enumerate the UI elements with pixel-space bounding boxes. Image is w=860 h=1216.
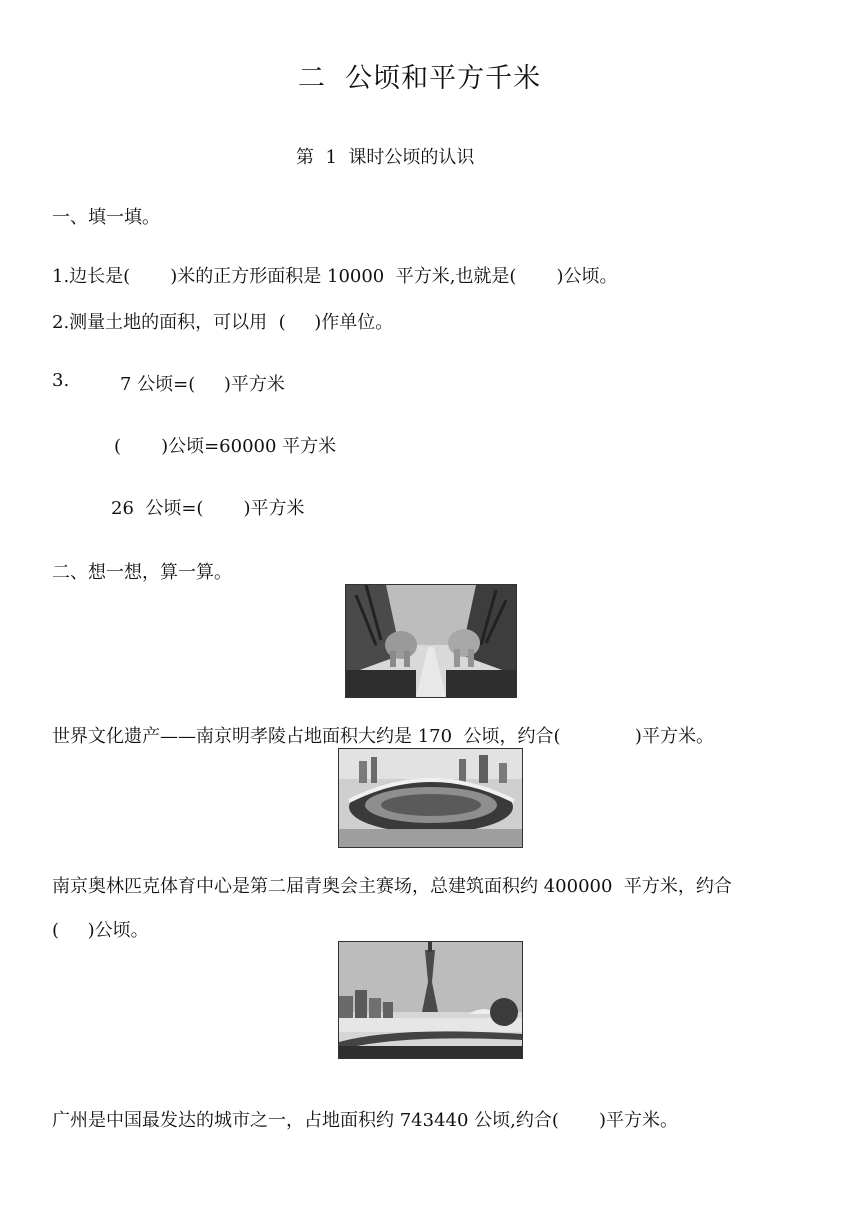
guangzhou-tower-photo: [338, 941, 523, 1059]
paragraph-ming-xiaoling: 世界文化遗产——南京明孝陵占地面积大约是 170 公顷，约合( )平方米。: [52, 726, 714, 747]
paragraph-guangzhou: 广州是中国最发达的城市之一，占地面积约 743440 公顷,约合( )平方米。: [52, 1110, 678, 1131]
olympic-center-photo: [338, 748, 523, 848]
question-3c: 26 公顷=( )平方米: [111, 498, 305, 519]
page-title: 二 公顷和平方千米: [298, 63, 542, 94]
question-3-label: 3.: [52, 370, 70, 391]
paragraph-olympic-line2: ( )公顷。: [52, 920, 149, 941]
ming-xiaoling-photo: [345, 584, 517, 698]
question-1: 1.边长是( )米的正方形面积是 10000 平方米,也就是( )公顷。: [52, 266, 618, 287]
section-2-heading: 二、想一想，算一算。: [52, 562, 232, 583]
question-3b: ( )公顷=60000 平方米: [114, 436, 337, 457]
section-1-heading: 一、填一填。: [52, 207, 160, 228]
paragraph-olympic-line1: 南京奥林匹克体育中心是第二届青奥会主赛场，总建筑面积约 400000 平方米，约合: [52, 876, 732, 897]
lesson-subtitle: 第 1 课时公顷的认识: [296, 147, 475, 168]
question-3a: 7 公顷=( )平方米: [120, 374, 285, 395]
question-2: 2.测量土地的面积，可以用 ( )作单位。: [52, 312, 394, 333]
